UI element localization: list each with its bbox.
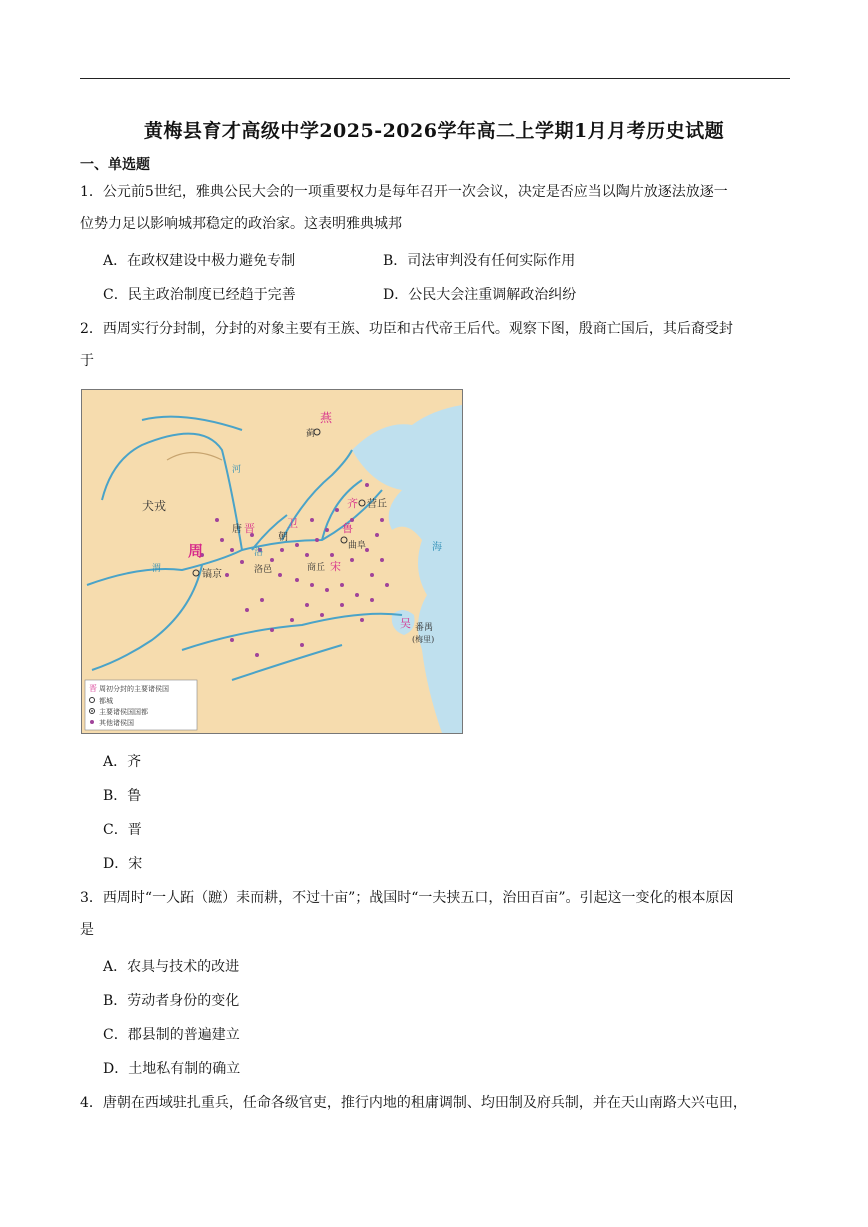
minor-fief-dot [295, 578, 299, 582]
minor-fief-dot [295, 543, 299, 547]
minor-fief-dot [310, 518, 314, 522]
map-label-luo-river: 洛 [254, 548, 264, 558]
q3-option-a[interactable]: A．农具与技术的改进 [103, 959, 240, 975]
legend-item-capital: 都城 [99, 697, 113, 705]
minor-fief-dot [355, 593, 359, 597]
minor-fief-dot [380, 518, 384, 522]
map-label-yingqiu: 营丘 [367, 499, 387, 510]
minor-fief-dot [230, 548, 234, 552]
minor-fief-dot [280, 548, 284, 552]
top-rule [80, 78, 790, 79]
minor-fief-dot [278, 573, 282, 577]
map-label-haojing: 镐京 [202, 569, 222, 580]
minor-fief-dot [245, 608, 249, 612]
minor-fief-dot [370, 598, 374, 602]
legend-item-major-capital: 主要诸侯国国都 [99, 708, 148, 716]
minor-fief-dot [310, 583, 314, 587]
q2-option-c[interactable]: C．晋 [103, 822, 142, 838]
section-heading: 一、单选题 [80, 157, 150, 173]
minor-fief-dot [270, 628, 274, 632]
q1-option-b[interactable]: B．司法审判没有任何实际作用 [383, 253, 576, 269]
map-label-lu: 鲁 [342, 522, 353, 535]
map-label-tang: 唐 [232, 524, 242, 535]
map-label-yan: 燕 [320, 411, 333, 425]
minor-fief-dot [260, 598, 264, 602]
page-title: 黄梅县育才高级中学2025-2026学年高二上学期1月月考历史试题 [143, 120, 725, 142]
q1-option-d[interactable]: D．公民大会注重调解政治纠纷 [383, 287, 577, 303]
minor-fief-dot [375, 533, 379, 537]
minor-fief-dot [300, 643, 304, 647]
minor-fief-dot [380, 558, 384, 562]
minor-fief-dot [315, 538, 319, 542]
map-label-jin: 晋 [244, 522, 255, 535]
question-4-line-1: 4．唐朝在西域驻扎重兵，任命各级官吏，推行内地的租庸调制、均田制及府兵制，并在天山南路大兴屯田， [80, 1095, 747, 1111]
question-3-line-2: 是 [80, 922, 94, 938]
q3-option-d[interactable]: D．土地私有制的确立 [103, 1061, 241, 1077]
q2-option-a[interactable]: A．齐 [103, 754, 142, 770]
question-2-line-2: 于 [80, 353, 94, 369]
minor-fief-dot [325, 528, 329, 532]
map-label-quanrong: 犬戎 [142, 499, 167, 513]
western-zhou-fief-map [81, 389, 463, 734]
map-label-luoyi: 洛邑 [254, 565, 273, 575]
minor-fief-dot [335, 508, 339, 512]
minor-fief-dot [305, 553, 309, 557]
map-label-zhou: 周 [188, 542, 204, 560]
minor-fief-dot [290, 618, 294, 622]
minor-fief-dot [365, 483, 369, 487]
q3-option-c[interactable]: C．郡县制的普遍建立 [103, 1027, 240, 1043]
minor-fief-dot [240, 560, 244, 564]
map-label-fanli: 番禺 [415, 623, 434, 633]
map-legend [85, 680, 197, 730]
minor-fief-dot [320, 613, 324, 617]
minor-fief-dot [225, 573, 229, 577]
minor-fief-dot [385, 583, 389, 587]
map-label-wu: 吴 [400, 617, 411, 630]
question-1-line-1: 1．公元前5世纪，雅典公民大会的一项重要权力是每年召开一次会议，决定是否应当以陶片放逐法放逐一 [80, 184, 728, 200]
q1-option-c[interactable]: C．民主政治制度已经趋于完善 [103, 287, 296, 303]
minor-fief-dot [325, 588, 329, 592]
minor-fief-dot [215, 518, 219, 522]
q1-option-a[interactable]: A．在政权建设中极力避免专制 [103, 253, 296, 269]
question-3-line-1: 3．西周时“一人跖（蹠）耒而耕，不过十亩”；战国时“一夫挟五口，治田百亩”。引起这一变化的根本原因 [80, 890, 734, 906]
q3-option-b[interactable]: B．劳动者身份的变化 [103, 993, 240, 1009]
map-label-qufu: 曲阜 [348, 541, 367, 551]
minor-fief-dot [360, 618, 364, 622]
map-label-qi: 齐 [347, 497, 358, 510]
map-label-ji: 蓟 [306, 429, 316, 439]
minor-fief-dot [370, 573, 374, 577]
minor-fief-dot [220, 538, 224, 542]
map-label-wei-river: 渭 [152, 564, 162, 574]
minor-fief-dot [340, 583, 344, 587]
q2-option-d[interactable]: D．宋 [103, 856, 143, 872]
legend-item-fief: 周初分封的主要诸侯国 [99, 685, 169, 693]
map-label-wei: 卫 [287, 517, 298, 530]
minor-fief-dot [305, 603, 309, 607]
minor-fief-dot [350, 558, 354, 562]
map-label-meili: (梅里) [412, 635, 435, 644]
svg-text:晋: 晋 [89, 684, 97, 693]
question-1-line-2: 位势力足以影响城邦稳定的政治家。这表明雅典城邦 [80, 216, 402, 232]
map-label-shangqiu: 商丘 [307, 563, 326, 573]
map-label-chao: 朝 [278, 532, 288, 543]
minor-fief-dot [270, 558, 274, 562]
map-label-song: 宋 [330, 560, 341, 573]
minor-fief-dot [340, 603, 344, 607]
q2-option-b[interactable]: B．鲁 [103, 788, 142, 804]
minor-fief-dot [255, 653, 259, 657]
map-label-hai: 海 [432, 542, 442, 553]
legend-item-other: 其他诸侯国 [99, 719, 134, 727]
minor-fief-dot [330, 553, 334, 557]
question-2-line-1: 2．西周实行分封制，分封的对象主要有王族、功臣和古代帝王后代。观察下图，殷商亡国后，其后裔受封 [80, 321, 733, 337]
minor-fief-dot [230, 638, 234, 642]
map-label-he: 河 [232, 465, 242, 475]
map-svg [82, 390, 462, 733]
